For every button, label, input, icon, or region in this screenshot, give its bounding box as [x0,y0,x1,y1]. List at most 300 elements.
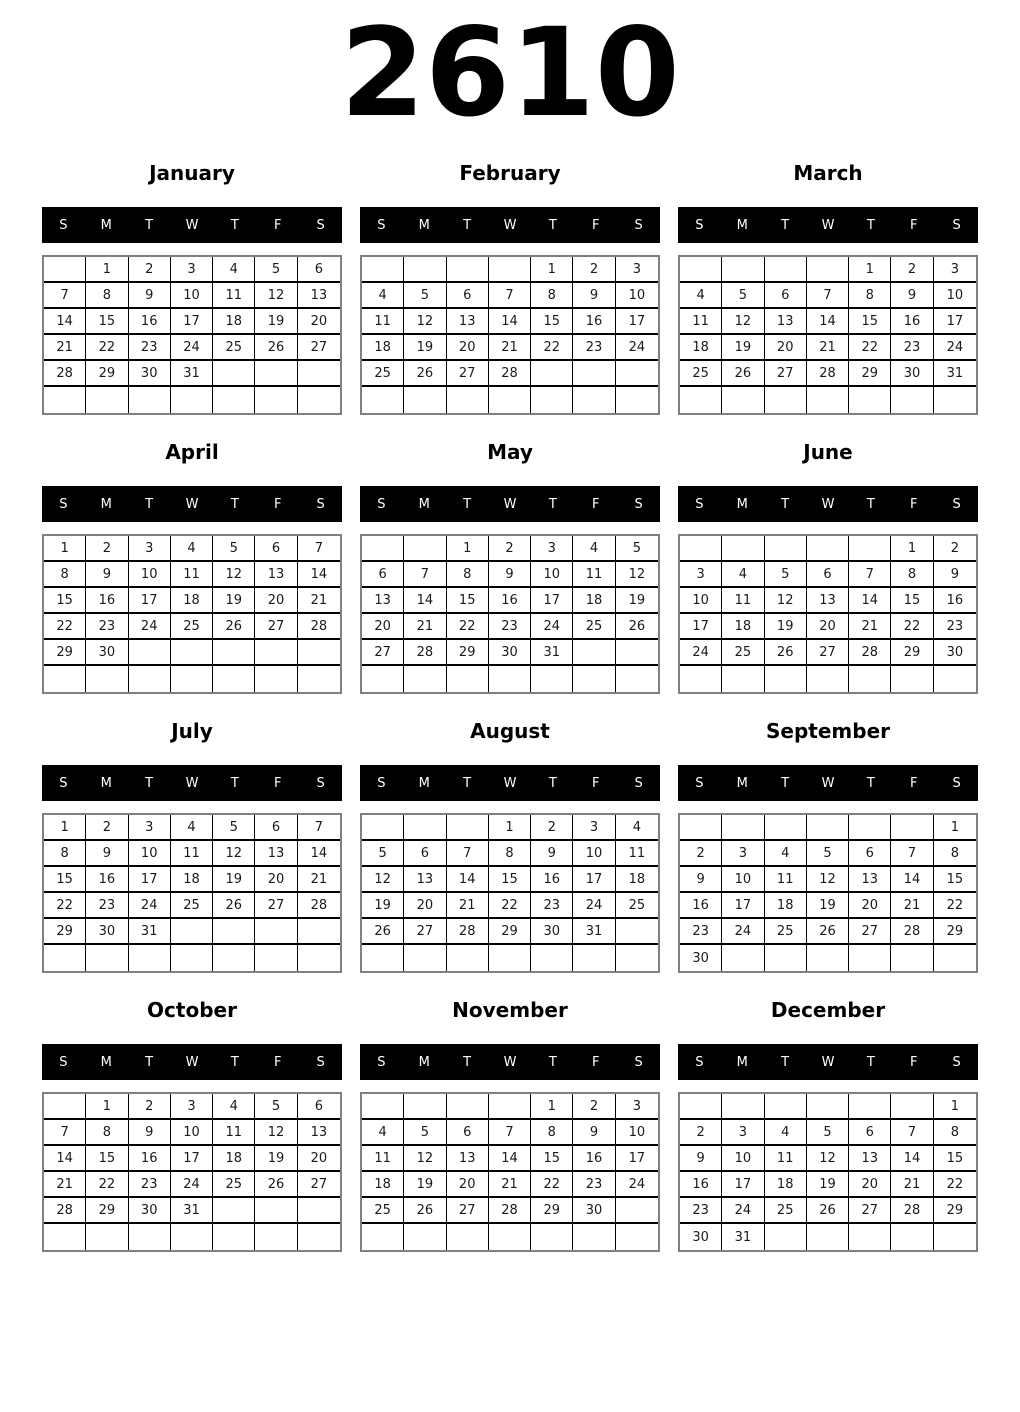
day-cell: 16 [129,1146,171,1172]
day-cell: 29 [489,919,531,945]
empty-cell [722,536,764,562]
day-cell: 18 [765,1172,807,1198]
day-cell: 3 [171,1094,213,1120]
empty-cell [934,1224,976,1250]
empty-cell [891,387,933,413]
day-cell: 28 [849,640,891,666]
weekday-label: W [185,496,199,512]
empty-cell [489,257,531,283]
day-cell: 20 [447,1172,489,1198]
empty-cell [404,666,446,692]
day-cell: 15 [489,867,531,893]
day-cell: 19 [362,893,404,919]
weekday-label: T [230,217,239,233]
empty-cell [849,1224,891,1250]
day-cell: 23 [129,335,171,361]
day-cell: 11 [171,562,213,588]
month-april [42,439,342,704]
weekday-label: F [273,775,282,791]
empty-cell [362,387,404,413]
weekday-label: S [952,217,961,233]
day-cell: 10 [934,283,976,309]
day-cell: 12 [255,1120,297,1146]
day-cell: 5 [362,841,404,867]
empty-cell [255,919,297,945]
day-cell: 26 [807,1198,849,1224]
day-cell: 25 [213,335,255,361]
day-cell: 1 [44,536,86,562]
day-cell: 14 [44,1146,86,1172]
empty-cell [447,945,489,971]
day-cell: 26 [255,1172,297,1198]
day-cell: 28 [489,361,531,387]
month-grid [678,1092,978,1252]
day-cell: 17 [531,588,573,614]
day-cell: 21 [807,335,849,361]
day-cell: 22 [891,614,933,640]
weekday-header [42,207,342,243]
empty-cell [362,1094,404,1120]
day-cell: 22 [44,893,86,919]
day-cell: 23 [573,335,615,361]
weekday-label: S [634,1054,643,1070]
empty-cell [934,945,976,971]
day-cell: 7 [298,815,340,841]
day-cell: 31 [171,1198,213,1224]
day-cell: 18 [213,1146,255,1172]
empty-cell [765,666,807,692]
day-cell: 22 [44,614,86,640]
weekday-label: S [316,217,325,233]
day-cell: 11 [573,562,615,588]
day-cell: 2 [680,1120,722,1146]
weekday-label: T [230,496,239,512]
day-cell: 9 [489,562,531,588]
day-cell: 17 [171,1146,213,1172]
day-cell: 25 [616,893,658,919]
day-cell: 27 [298,1172,340,1198]
day-cell: 10 [531,562,573,588]
day-cell: 2 [891,257,933,283]
day-cell: 26 [255,335,297,361]
empty-cell [171,640,213,666]
day-cell: 25 [722,640,764,666]
weekday-label: W [185,775,199,791]
empty-cell [934,666,976,692]
day-cell: 11 [765,867,807,893]
weekday-label: S [695,217,704,233]
day-cell: 24 [129,614,171,640]
day-cell: 5 [404,283,446,309]
day-cell: 13 [447,309,489,335]
day-cell: 4 [362,283,404,309]
day-cell: 18 [362,1172,404,1198]
day-cell: 26 [213,893,255,919]
day-cell: 26 [404,361,446,387]
empty-cell [891,815,933,841]
weekday-header [360,486,660,522]
month-title: April [165,440,219,464]
day-cell: 6 [298,1094,340,1120]
day-cell: 23 [531,893,573,919]
day-cell: 6 [362,562,404,588]
day-cell: 19 [807,1172,849,1198]
day-cell: 8 [44,562,86,588]
day-cell: 17 [934,309,976,335]
month-title: May [487,440,533,464]
empty-cell [129,1224,171,1250]
weekday-label: W [503,217,517,233]
weekday-label: T [781,496,790,512]
weekday-label: T [230,1054,239,1070]
day-cell: 14 [489,309,531,335]
day-cell: 8 [934,841,976,867]
day-cell: 24 [680,640,722,666]
day-cell: 10 [171,1120,213,1146]
day-cell: 3 [129,536,171,562]
weekday-label: F [591,217,600,233]
empty-cell [404,945,446,971]
weekday-label: M [736,1054,748,1070]
day-cell: 5 [255,1094,297,1120]
weekday-label: W [503,496,517,512]
empty-cell [44,666,86,692]
day-cell: 25 [171,614,213,640]
day-cell: 27 [404,919,446,945]
day-cell: 19 [722,335,764,361]
empty-cell [362,1224,404,1250]
day-cell: 10 [616,283,658,309]
day-cell: 20 [447,335,489,361]
day-cell: 28 [44,1198,86,1224]
day-cell: 24 [616,335,658,361]
day-cell: 4 [680,283,722,309]
empty-cell [765,1094,807,1120]
day-cell: 21 [447,893,489,919]
day-cell: 26 [213,614,255,640]
day-cell: 21 [298,867,340,893]
day-cell: 14 [298,562,340,588]
day-cell: 18 [573,588,615,614]
empty-cell [807,666,849,692]
day-cell: 3 [616,1094,658,1120]
day-cell: 12 [213,562,255,588]
weekday-label: S [952,775,961,791]
day-cell: 25 [362,1198,404,1224]
empty-cell [171,945,213,971]
day-cell: 23 [680,919,722,945]
day-cell: 8 [86,283,128,309]
day-cell: 14 [891,867,933,893]
empty-cell [255,666,297,692]
month-title: July [171,719,213,743]
weekday-label: F [273,496,282,512]
day-cell: 22 [934,893,976,919]
day-cell: 17 [573,867,615,893]
day-cell: 6 [807,562,849,588]
day-cell: 2 [680,841,722,867]
day-cell: 9 [573,283,615,309]
day-cell: 14 [891,1146,933,1172]
day-cell: 22 [489,893,531,919]
day-cell: 23 [86,614,128,640]
empty-cell [807,387,849,413]
weekday-label: S [952,496,961,512]
day-cell: 11 [680,309,722,335]
day-cell: 13 [255,841,297,867]
empty-cell [722,1094,764,1120]
day-cell: 8 [891,562,933,588]
day-cell: 4 [722,562,764,588]
day-cell: 6 [298,257,340,283]
weekday-label: M [100,775,112,791]
weekday-header [678,765,978,801]
day-cell: 2 [86,536,128,562]
day-cell: 9 [86,841,128,867]
day-cell: 2 [531,815,573,841]
day-cell: 27 [362,640,404,666]
day-cell: 29 [849,361,891,387]
empty-cell [404,815,446,841]
day-cell: 12 [765,588,807,614]
day-cell: 4 [573,536,615,562]
empty-cell [255,1198,297,1224]
weekday-label: T [463,217,472,233]
day-cell: 6 [765,283,807,309]
day-cell: 24 [934,335,976,361]
weekday-label: S [634,775,643,791]
day-cell: 14 [44,309,86,335]
day-cell: 1 [489,815,531,841]
day-cell: 23 [680,1198,722,1224]
empty-cell [765,257,807,283]
day-cell: 17 [129,588,171,614]
day-cell: 15 [86,1146,128,1172]
empty-cell [531,1224,573,1250]
day-cell: 6 [255,815,297,841]
month-grid [678,534,978,694]
empty-cell [255,1224,297,1250]
day-cell: 2 [934,536,976,562]
empty-cell [807,815,849,841]
day-cell: 16 [934,588,976,614]
day-cell: 1 [86,1094,128,1120]
empty-cell [616,387,658,413]
day-cell: 21 [891,1172,933,1198]
empty-cell [849,666,891,692]
empty-cell [213,945,255,971]
day-cell: 28 [489,1198,531,1224]
day-cell: 15 [531,309,573,335]
empty-cell [44,945,86,971]
empty-cell [616,1224,658,1250]
empty-cell [447,1094,489,1120]
day-cell: 27 [849,919,891,945]
weekday-label: T [463,775,472,791]
weekday-label: F [591,1054,600,1070]
day-cell: 19 [616,588,658,614]
day-cell: 15 [86,309,128,335]
day-cell: 1 [934,815,976,841]
day-cell: 7 [404,562,446,588]
day-cell: 7 [891,841,933,867]
day-cell: 6 [447,1120,489,1146]
weekday-label: F [909,775,918,791]
day-cell: 19 [255,1146,297,1172]
month-title: March [793,161,863,185]
empty-cell [489,1224,531,1250]
day-cell: 21 [298,588,340,614]
day-cell: 7 [891,1120,933,1146]
empty-cell [891,945,933,971]
day-cell: 28 [404,640,446,666]
day-cell: 29 [44,919,86,945]
weekday-header [360,765,660,801]
day-cell: 4 [616,815,658,841]
weekday-label: S [59,496,68,512]
empty-cell [213,1198,255,1224]
empty-cell [362,945,404,971]
weekday-label: T [781,1054,790,1070]
weekday-label: M [418,1054,430,1070]
day-cell: 29 [891,640,933,666]
month-grid [360,1092,660,1252]
weekday-label: F [273,217,282,233]
weekday-header [42,765,342,801]
weekday-label: M [100,1054,112,1070]
day-cell: 15 [891,588,933,614]
day-cell: 27 [255,614,297,640]
day-cell: 4 [765,841,807,867]
day-cell: 25 [573,614,615,640]
day-cell: 16 [531,867,573,893]
empty-cell [616,919,658,945]
empty-cell [531,666,573,692]
day-cell: 21 [489,1172,531,1198]
day-cell: 22 [447,614,489,640]
weekday-label: T [548,775,557,791]
empty-cell [891,666,933,692]
day-cell: 12 [404,309,446,335]
empty-cell [616,666,658,692]
empty-cell [807,1094,849,1120]
day-cell: 28 [447,919,489,945]
day-cell: 17 [722,1172,764,1198]
weekday-label: T [866,496,875,512]
weekday-label: S [59,1054,68,1070]
empty-cell [447,815,489,841]
empty-cell [129,945,171,971]
month-grid [42,534,342,694]
day-cell: 3 [722,1120,764,1146]
day-cell: 30 [891,361,933,387]
month-june [678,439,978,704]
day-cell: 16 [891,309,933,335]
day-cell: 5 [722,283,764,309]
day-cell: 2 [86,815,128,841]
empty-cell [171,1224,213,1250]
day-cell: 1 [44,815,86,841]
month-march [678,160,978,425]
day-cell: 4 [765,1120,807,1146]
empty-cell [362,536,404,562]
empty-cell [447,666,489,692]
empty-cell [891,1094,933,1120]
day-cell: 18 [616,867,658,893]
day-cell: 9 [934,562,976,588]
empty-cell [404,536,446,562]
day-cell: 11 [213,283,255,309]
day-cell: 20 [404,893,446,919]
day-cell: 7 [489,283,531,309]
empty-cell [44,1224,86,1250]
empty-cell [616,945,658,971]
day-cell: 5 [616,536,658,562]
empty-cell [129,666,171,692]
empty-cell [573,387,615,413]
day-cell: 6 [404,841,446,867]
day-cell: 30 [531,919,573,945]
day-cell: 23 [129,1172,171,1198]
day-cell: 1 [849,257,891,283]
day-cell: 5 [404,1120,446,1146]
empty-cell [680,1094,722,1120]
month-title: October [147,998,237,1022]
month-grid [678,813,978,973]
empty-cell [171,666,213,692]
day-cell: 4 [171,536,213,562]
day-cell: 9 [531,841,573,867]
weekday-label: M [736,775,748,791]
day-cell: 30 [129,1198,171,1224]
day-cell: 23 [573,1172,615,1198]
day-cell: 13 [298,1120,340,1146]
empty-cell [255,640,297,666]
day-cell: 5 [807,1120,849,1146]
empty-cell [891,1224,933,1250]
month-may [360,439,660,704]
day-cell: 22 [86,1172,128,1198]
empty-cell [298,1198,340,1224]
empty-cell [680,387,722,413]
day-cell: 16 [489,588,531,614]
day-cell: 18 [722,614,764,640]
day-cell: 28 [44,361,86,387]
weekday-label: S [634,496,643,512]
weekday-label: F [591,775,600,791]
day-cell: 8 [86,1120,128,1146]
weekday-label: W [821,1054,835,1070]
day-cell: 9 [680,1146,722,1172]
empty-cell [298,361,340,387]
weekday-label: S [377,217,386,233]
day-cell: 2 [129,1094,171,1120]
month-title: December [770,998,886,1022]
weekday-label: F [909,496,918,512]
weekday-label: S [59,775,68,791]
day-cell: 1 [891,536,933,562]
day-cell: 15 [934,867,976,893]
empty-cell [489,666,531,692]
empty-cell [765,945,807,971]
day-cell: 28 [298,614,340,640]
day-cell: 28 [298,893,340,919]
day-cell: 10 [129,562,171,588]
day-cell: 12 [807,1146,849,1172]
day-cell: 13 [807,588,849,614]
day-cell: 30 [86,640,128,666]
day-cell: 9 [129,283,171,309]
